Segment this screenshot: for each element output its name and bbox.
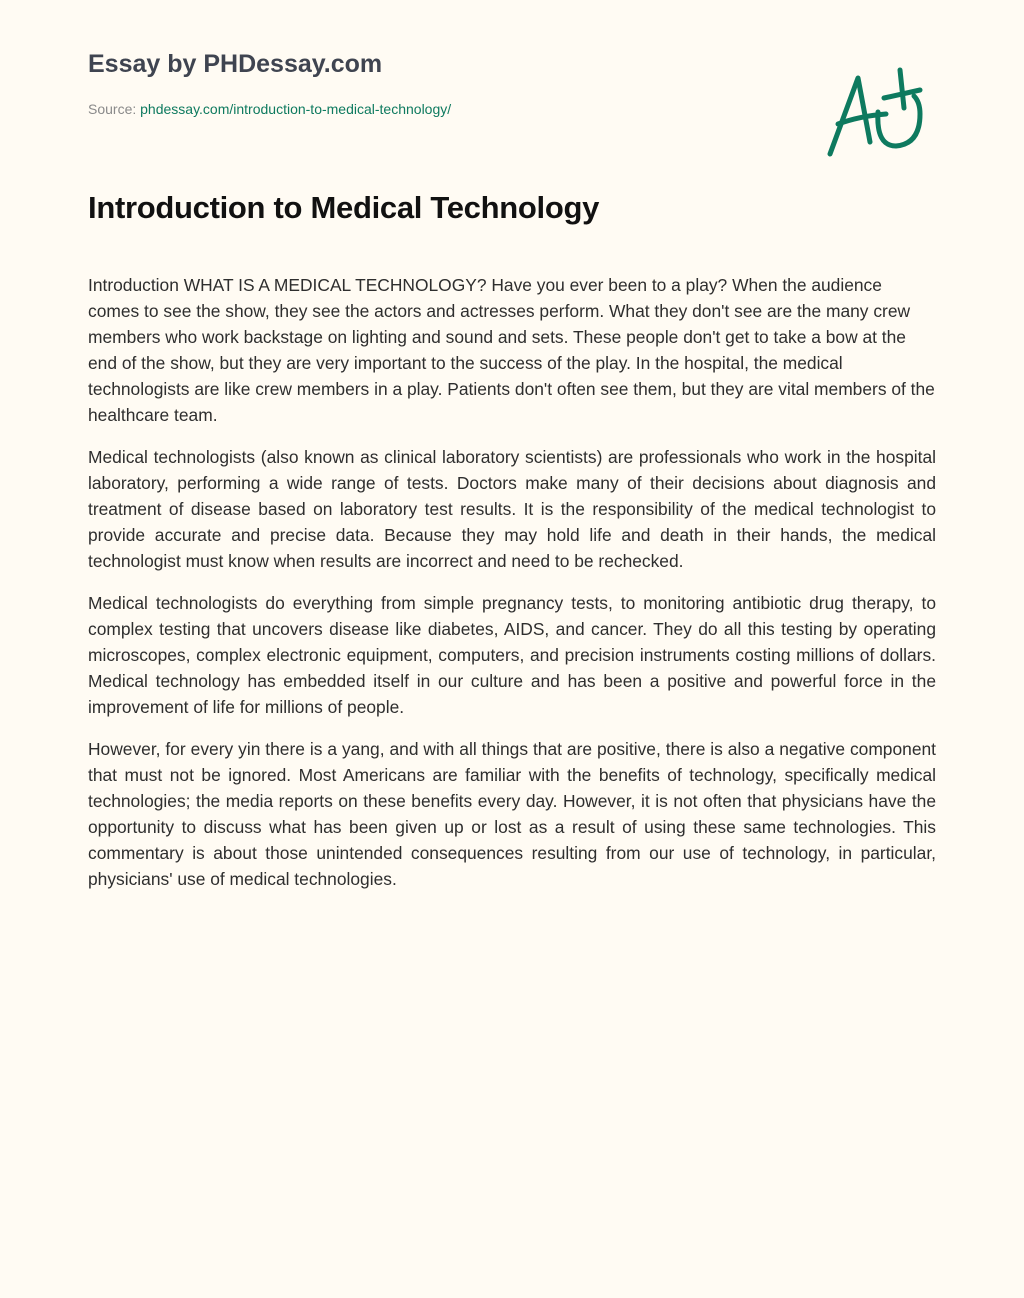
site-brand: Essay by PHDessay.com [88,50,383,78]
paragraph: Medical technologists (also known as clinical laboratory scientists) are professionals who work in the hospital laboratory, performing a wide range of tests. Doctors make many of their decisions about diagnosis and treatment of disease based on laboratory test results. It is the responsibility of the medical technologist to provide accurate and precise data. Because they may hold life and death in their hands, the medical technologist must know when results are incorrect and need to be rechecked. [88,447,936,571]
page-title: Introduction to Medical Technology [88,190,600,225]
paragraph: Medical technologists do everything from simple pregnancy tests, to monitoring antibiotic drug therapy, to complex testing that uncovers disease like diabetes, AIDS, and cancer. They do all this testing by operating microscopes, complex electronic equipment, computers, and precision instruments costing millions of dollars. Medical technology has embedded itself in our culture and has been a positive and powerful force in the improvement of life for millions of people. [88,593,936,717]
source-link[interactable]: phdessay.com/introduction-to-medical-technology/ [140,101,452,117]
paragraph: However, for every yin there is a yang, and with all things that are positive, there is also a negative component that must not be ignored. Most Americans are familiar with the benefits of technology, specifically medical technologies; the media reports on these benefits every day. However, it is not often that physicians have the opportunity to discuss what has been given up or lost as a result of using these same technologies. This commentary is about those unintended consequences resulting from our use of technology, in particular, physicians' use of medical technologies. [88,739,936,889]
source-line [88,101,451,117]
paragraph: Introduction WHAT IS A MEDICAL TECHNOLOGY? Have you ever been to a play? When the audience comes to see the show, they see the actors and actresses perform. What they don't see are the many crew members who work backstage on lighting and sound and sets. These people don't get to take a bow at the end of the show, but they are very important to the success of the play. In the hospital, the medical technologists are like crew members in a play. Patients don't often see them, but they are vital members of the healthcare team. [88,275,935,425]
a-plus-logo-icon [820,64,930,160]
essay-body [88,272,936,908]
source-label: Source: [88,101,141,117]
